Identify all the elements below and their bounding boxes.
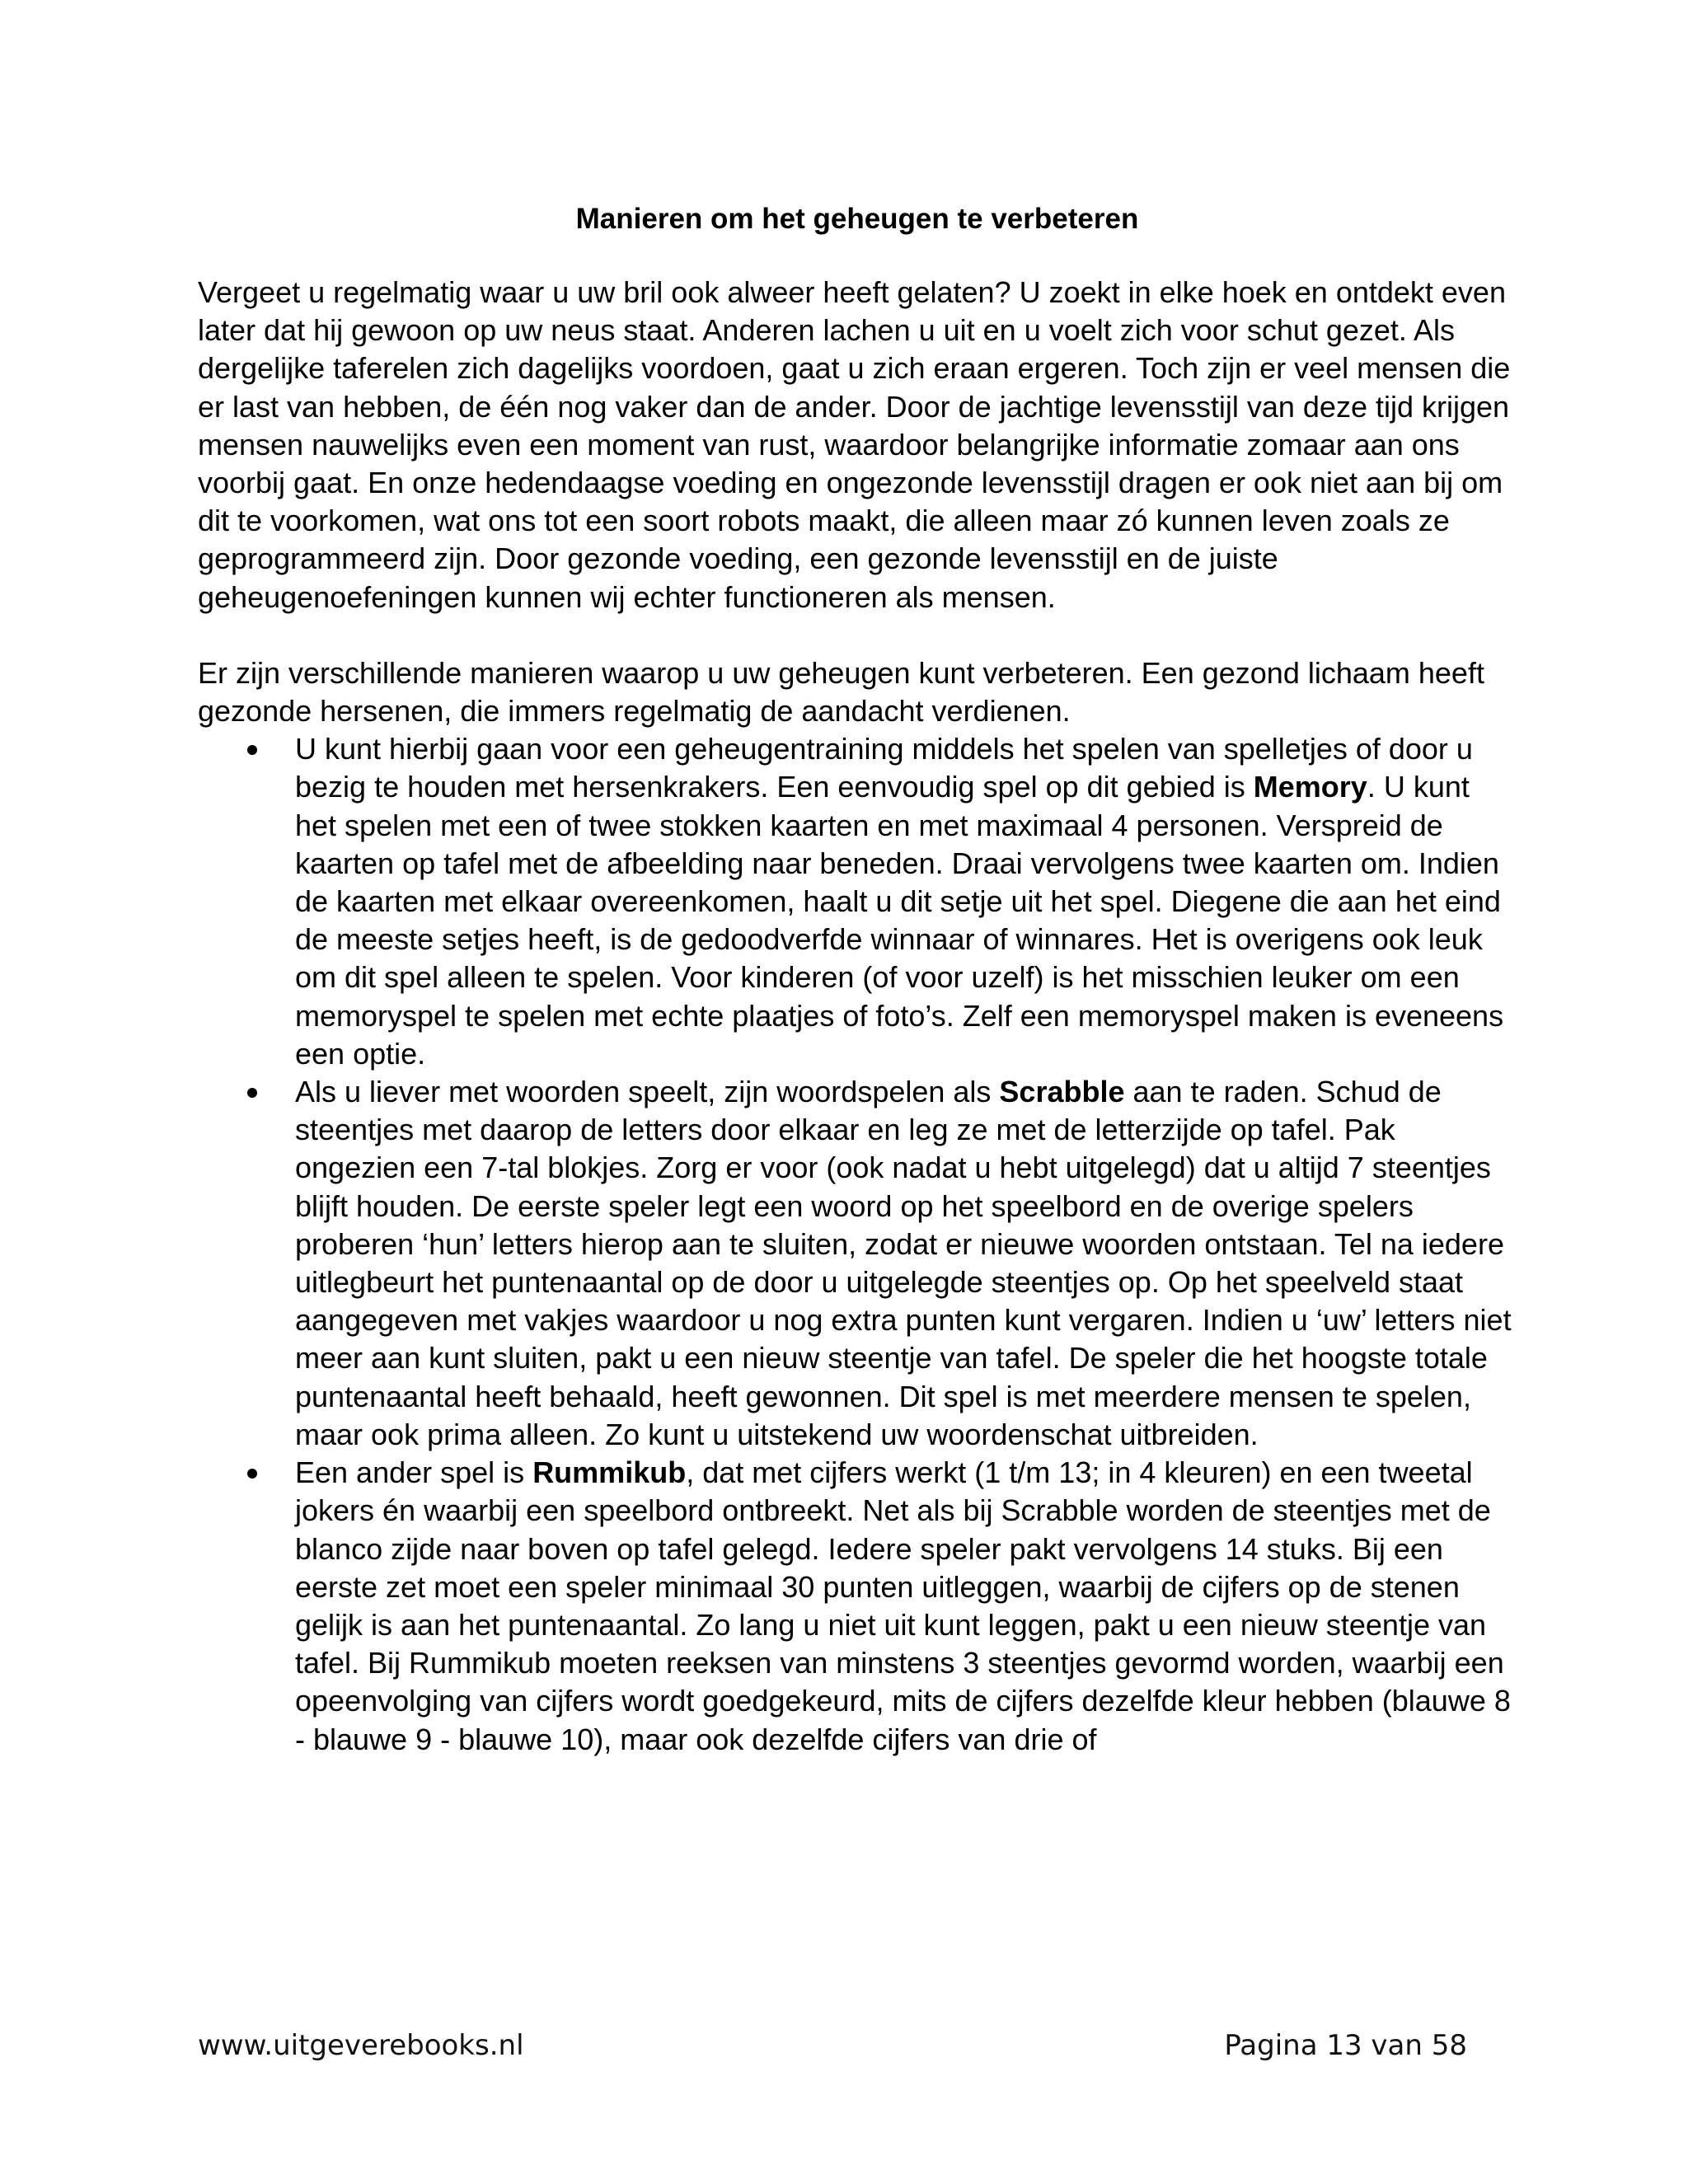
footer-website: www.uitgeverebooks.nl — [198, 2029, 524, 2062]
bold-game-name: Scrabble — [999, 1075, 1125, 1109]
page-title: Manieren om het geheugen te verbeteren — [575, 203, 1139, 235]
footer-page-number: Pagina 13 van 58 — [1224, 2029, 1467, 2062]
bullet-text-before: U kunt hierbij gaan voor een geheugentraining middels het spelen van spelletjes of door u bezig te houden met hersenkrakers. Een eenvoudig spel op dit gebied is — [295, 732, 1473, 804]
bullet-text-before: Een ander spel is — [295, 1455, 533, 1490]
methods-paragraph: Er zijn verschillende manieren waarop u uw geheugen kunt verbeteren. Een gezond lichaam heeft gezonde hersenen, die immers regelmatig de aandacht verdienen. — [198, 655, 1484, 729]
bullet-item-memory — [295, 730, 1517, 1073]
bullet-item-scrabble — [295, 1073, 1517, 1454]
paragraph-spacer — [198, 616, 1517, 654]
bullet-text-after: . U kunt het spelen met een of twee stokken kaarten en met maximaal 4 personen. Verspreid de kaarten op tafel met de afbeelding naar beneden. Draai vervolgens twee kaarten om. Indien de kaarten met elkaar overeenkomen, haalt u dit setje uit het spel. Diegene die aan het eind de meeste setjes heeft, is de gedoodverfde winnaar of winnares. Het is overigens ook leuk om dit spel alleen te spelen. Voor kinderen (of voor uzelf) is het misschien leuker om een memoryspel te spelen met echte plaatjes of foto’s. Zelf een memoryspel maken is eveneens een optie. — [295, 770, 1504, 1071]
bullet-icon — [247, 1469, 257, 1479]
bullet-text-after: , dat met cijfers werkt (1 t/m 13; in 4 kleuren) en een tweetal jokers én waarbij een speelbord ontbreekt. Net als bij Scrabble worden de steentjes met de blanco zijde naar boven op tafel gelegd. Iedere speler pakt vervolgens 14 stuks. Bij een eerste zet moet een speler minimaal 30 punten uitleggen, waarbij de cijfers op de stenen gelijk is aan het puntenaantal. Zo lang u niet uit kunt leggen, pakt u een nieuw steentje van tafel. Bij Rummikub moeten reeksen van minstens 3 steentjes gevormd worden, waarbij een opeenvolging van cijfers wordt goedgekeurd, mits de cijfers dezelfde kleur hebben (blauwe 8 - blauwe 9 - blauwe 10), maar ook dezelfde cijfers van drie of — [295, 1455, 1511, 1756]
bullet-item-rummikub — [295, 1454, 1517, 1759]
bullet-text-before: Als u liever met woorden speelt, zijn woordspelen als — [295, 1075, 1000, 1109]
page-content — [198, 201, 1517, 1759]
bold-game-name: Memory — [1253, 770, 1367, 804]
bullet-icon — [247, 745, 257, 755]
bullet-icon — [247, 1088, 257, 1098]
bold-game-name: Rummikub — [532, 1455, 687, 1490]
games-bullet-list — [198, 730, 1517, 1758]
bullet-text-after: aan te raden. Schud de steentjes met daarop de letters door elkaar en leg ze met de letterzijde op tafel. Pak ongezien een 7-tal blokjes. Zorg er voor (ook nadat u hebt uitgelegd) dat u altijd 7 steentjes blijft houden. De eerste speler legt een woord op het speelbord en de overige spelers proberen ‘hun’ letters hierop aan te sluiten, zodat er nieuwe woorden ontstaan. Tel na iedere uitlegbeurt het puntenaantal op de door u uitgelegde steentjes op. Op het speelveld staat aangegeven met vakjes waardoor u nog extra punten kunt vergaren. Indien u ‘uw’ letters niet meer aan kunt sluiten, pakt u een nieuw steentje van tafel. De speler die het hoogste totale puntenaantal heeft behaald, heeft gewonnen. Dit spel is met meerdere mensen te spelen, maar ook prima alleen. Zo kunt u uitstekend uw woordenschat uitbreiden. — [295, 1075, 1512, 1451]
intro-paragraph: Vergeet u regelmatig waar u uw bril ook alweer heeft gelaten? U zoekt in elke hoek en ontdekt even later dat hij gewoon op uw neus staat. Anderen lachen u uit en u voelt zich voor schut gezet. Als dergelijke taferelen zich dagelijks voordoen, gaat u zich eraan ergeren. Toch zijn er veel mensen die er last van hebben, de één nog vaker dan de ander. Door de jachtige levensstijl van deze tijd krijgen mensen nauwelijks even een moment van rust, waardoor belangrijke informatie zomaar aan ons voorbij gaat. En onze hedendaagse voeding en ongezonde levensstijl dragen er ook niet aan bij om dit te voorkomen, wat ons tot een soort robots maakt, die alleen maar zó kunnen leven zoals ze geprogrammeerd zijn. Door gezonde voeding, een gezonde levensstijl en de juiste geheugenoefeningen kunnen wij echter functioneren als mensen. — [198, 275, 1511, 614]
